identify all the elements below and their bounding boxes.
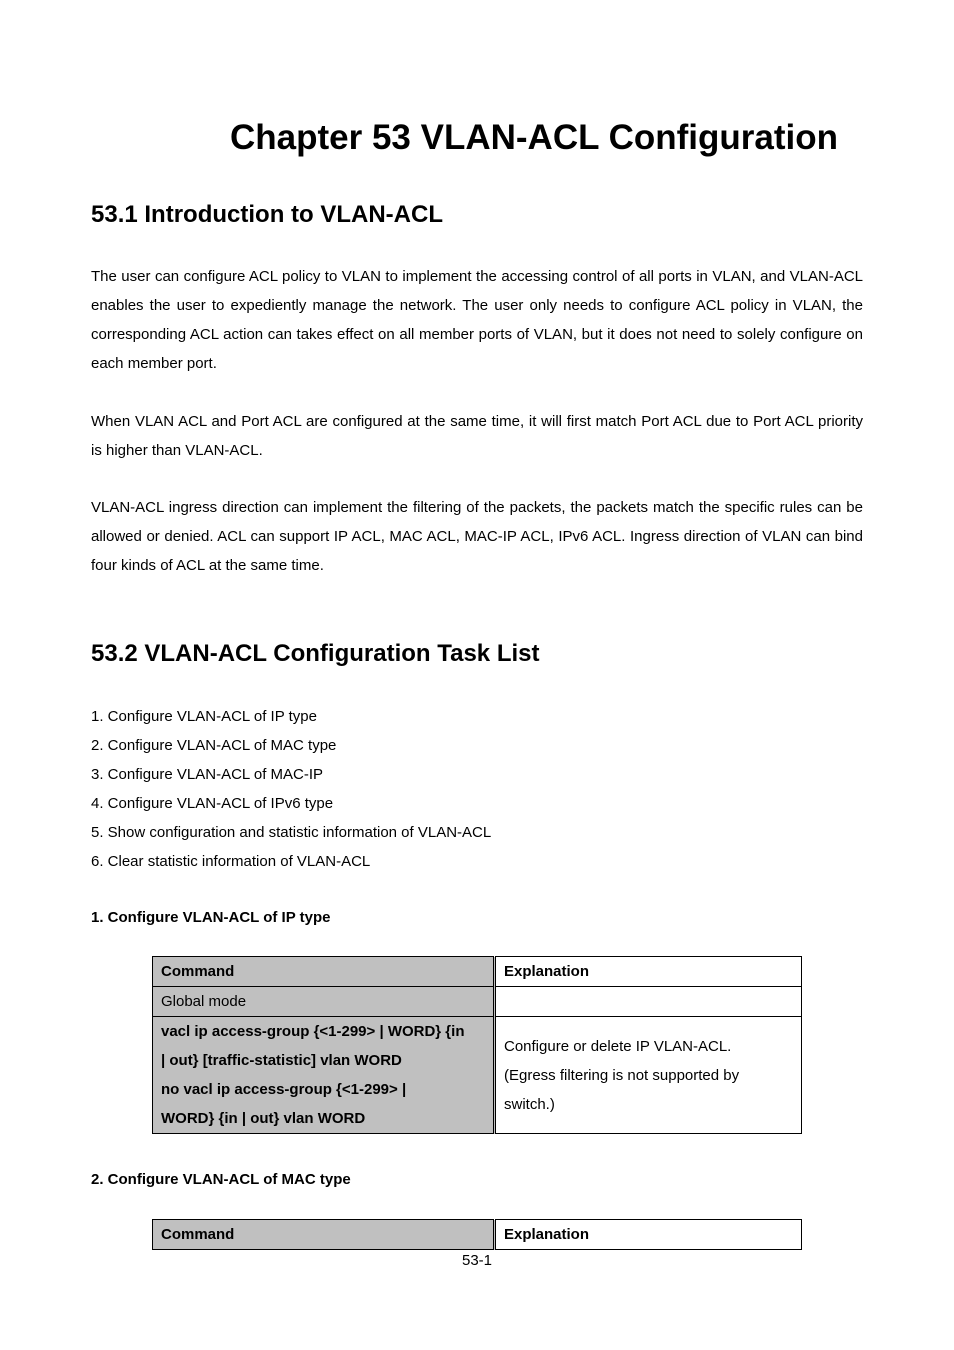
table-header-command: Command <box>153 957 495 987</box>
task-list-item: 1. Configure VLAN-ACL of IP type <box>91 708 317 725</box>
table-header-command: Command <box>153 1220 495 1250</box>
table-header-row <box>153 957 802 987</box>
explanation-line: (Egress filtering is not supported by <box>504 1066 740 1084</box>
command-line: no vacl ip access-group {<1-299> | <box>161 1081 407 1098</box>
task-list-item: 3. Configure VLAN-ACL of MAC-IP <box>91 766 324 783</box>
task-list-item: 4. Configure VLAN-ACL of IPv6 type <box>91 795 334 812</box>
subsection-heading-mac-type: 2. Configure VLAN-ACL of MAC type <box>91 1171 351 1188</box>
command-table-ip-type <box>152 956 802 1134</box>
command-line: vacl ip access-group {<1-299> | WORD} {in <box>161 1023 465 1040</box>
table-cell-mode: Global mode <box>153 987 495 1017</box>
task-list-item: 5. Show configuration and statistic information of VLAN-ACL <box>91 824 492 841</box>
section-title-intro: 53.1 Introduction to VLAN-ACL <box>91 201 443 228</box>
page-number: 53-1 <box>461 1252 493 1269</box>
task-list-item: 6. Clear statistic information of VLAN-ACL <box>91 853 371 870</box>
intro-paragraph-3: VLAN-ACL ingress direction can implement the filtering of the packets, the packets match the specific rules can be allowed or denied. ACL can support IP ACL, MAC ACL, MAC-IP ACL, IPv6 ACL. Ingress direction of VLAN can bind four kinds of ACL at the same time. <box>91 499 863 574</box>
task-list-item: 2. Configure VLAN-ACL of MAC type <box>91 737 337 754</box>
section-title-task-list: 53.2 VLAN-ACL Configuration Task List <box>91 640 540 667</box>
table-cell-command <box>153 1017 495 1134</box>
explanation-line: Configure or delete IP VLAN-ACL. <box>504 1037 732 1055</box>
task-list <box>91 702 491 876</box>
table-cell-mode-explanation <box>495 987 802 1017</box>
command-line: WORD} {in | out} vlan WORD <box>161 1110 366 1127</box>
table-header-row <box>153 1220 802 1250</box>
table-row-mode <box>153 987 802 1017</box>
subsection-heading-ip-type: 1. Configure VLAN-ACL of IP type <box>91 909 331 926</box>
chapter-title: Chapter 53 VLAN-ACL Configuration <box>230 118 838 157</box>
command-line: | out} [traffic-statistic] vlan WORD <box>161 1052 402 1069</box>
intro-paragraph-1: The user can configure ACL policy to VLAN to implement the accessing control of all ports in VLAN, and VLAN-ACL enables the user to expediently manage the network. The user only needs to configure ACL policy in VLAN, the corresponding ACL action can takes effect on all member ports of VLAN, but it does not need to solely configure on each member port. <box>91 268 863 372</box>
table-row <box>153 1017 802 1134</box>
command-table-mac-type <box>152 1219 802 1250</box>
table-header-explanation: Explanation <box>495 957 802 987</box>
intro-paragraph-2: When VLAN ACL and Port ACL are configured at the same time, it will first match Port ACL due to Port ACL priority is higher than VLAN-ACL. <box>91 413 863 459</box>
table-header-explanation: Explanation <box>495 1220 802 1250</box>
explanation-line: switch.) <box>504 1095 555 1113</box>
table-cell-explanation <box>495 1017 802 1134</box>
